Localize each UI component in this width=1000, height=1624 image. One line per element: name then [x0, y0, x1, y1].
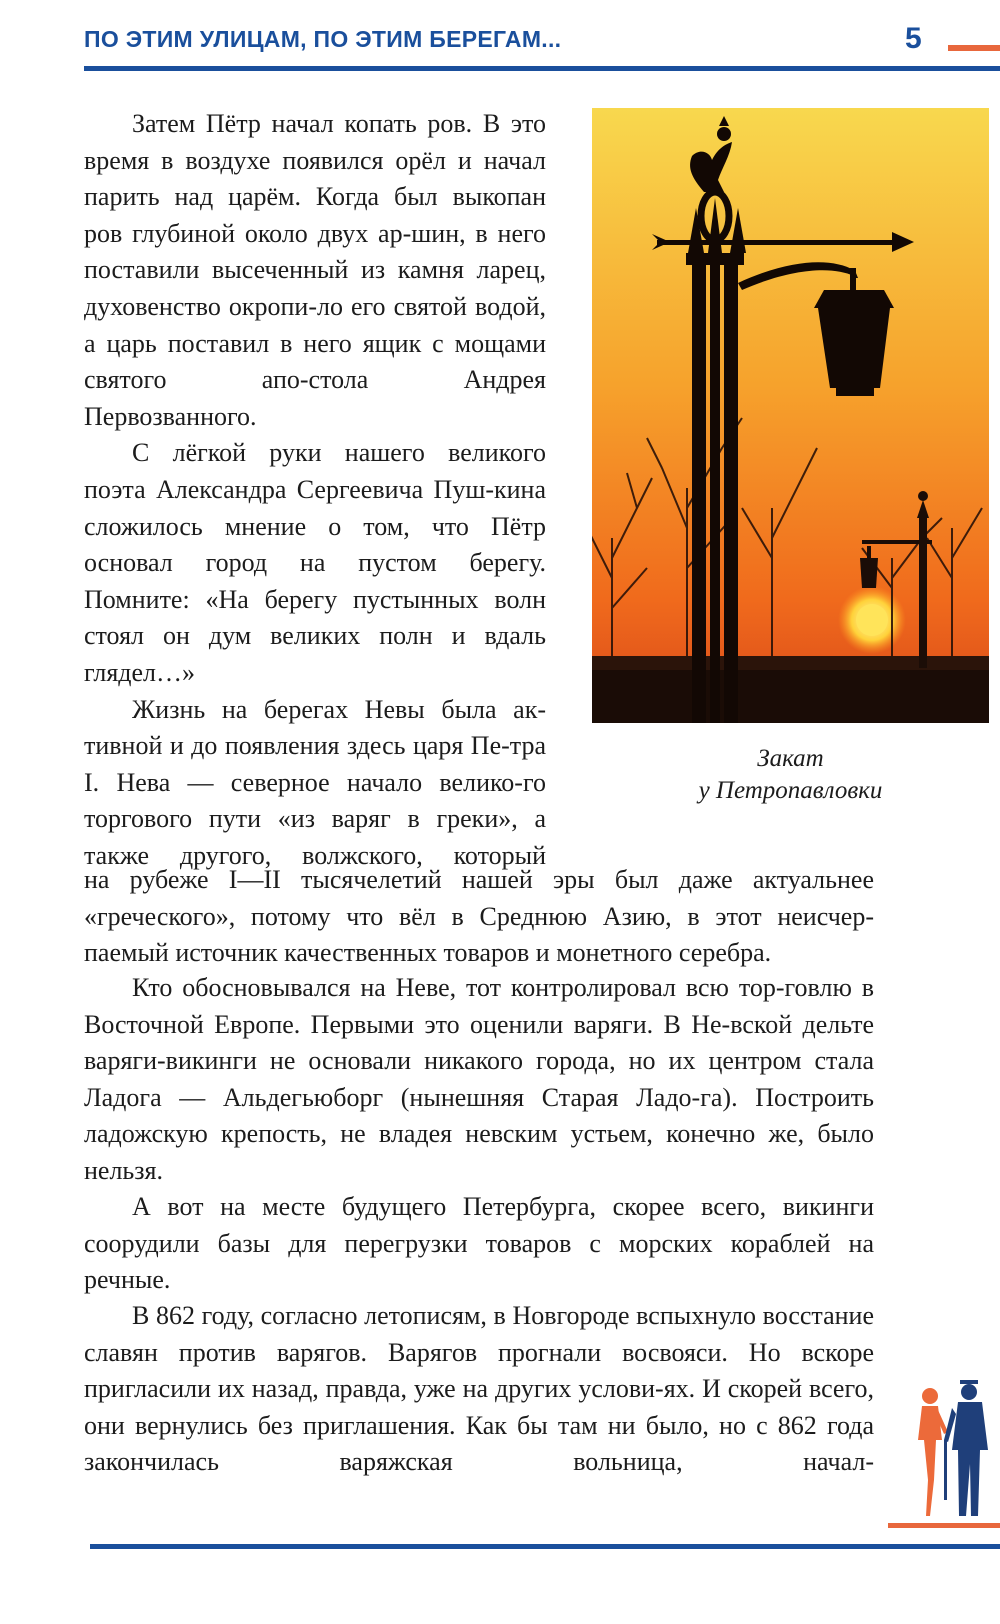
sunset-lantern-photo [592, 108, 989, 723]
paragraph-6: В 862 году, согласно летописям, в Новгороде вспыхнуло восстание славян против варягов. Варягов прогнали восвояси. Но вскоре пригласили их назад, правда, уже на других услови-ях. И скорей всего, они вернулись без приглашения. Как бы там ни было, но с 862 года закончилась варяжская вольница, начал- [84, 1301, 875, 1477]
photo-caption: Закат у Петропавловки [698, 745, 883, 804]
column-text [84, 106, 546, 874]
header-rule [84, 66, 1000, 71]
page-number: 5 [905, 22, 922, 55]
paragraph-3-start: Жизнь на берегах Невы была ак-тивной и до появления здесь царя Пе-тра I. Нева — северное начало велико-го торгового пути «из варяг в греки», а также другого, волжского, который [84, 694, 546, 870]
paragraph-5: А вот на месте будущего Петербурга, скорее всего, викинги соорудили базы для перегрузки товаров с морских кораблей на речные. [84, 1192, 874, 1295]
paragraph-4: Кто обосновывался на Неве, тот контролировал всю тор-говлю в Восточной Европе. Первыми это оценили варяги. В Не-вской дельте варяги-викинги не основали никакого города, но их центром стала Ладога — Альдегьюборг (нынешняя Старая Ладо-га). Построить ладожскую крепость, не владея невским устьем, конечно же, было нельзя. [84, 973, 875, 1185]
running-header: ПО ЭТИМ УЛИЦАМ, ПО ЭТИМ БЕРЕГАМ... [84, 26, 562, 52]
walking-couple-silhouette-icon [908, 1380, 1000, 1520]
header-accent-bar [948, 45, 1000, 51]
footer-accent-bar [888, 1523, 1000, 1528]
paragraph-3-continued: на рубеже I—II тысячелетий нашей эры был даже актуальнее «греческого», потому что вёл в Среднюю Азию, в этот неисчер-паемый источник качественных товаров и монетного серебра. [84, 865, 874, 968]
paragraph-1: Затем Пётр начал копать ров. В это время в воздухе появился орёл и начал парить над царём. Когда был выкопан ров глубиной около двух ар-шин, в него поставили высеченный из камня ларец, духовенство окропи-ло его святой водой, а царь поставил в него ящик с мощами святого апо-стола Андрея Первозванного. [84, 109, 547, 431]
footer-rule [90, 1544, 1000, 1549]
paragraph-2: С лёгкой руки нашего великого поэта Александра Сергеевича Пуш-кина сложилось мнение о том, что Пётр основал город на пустом берегу. Помните: «На берегу пустынных волн стоял он дум великих полн и вдаль глядел…» [84, 438, 546, 687]
